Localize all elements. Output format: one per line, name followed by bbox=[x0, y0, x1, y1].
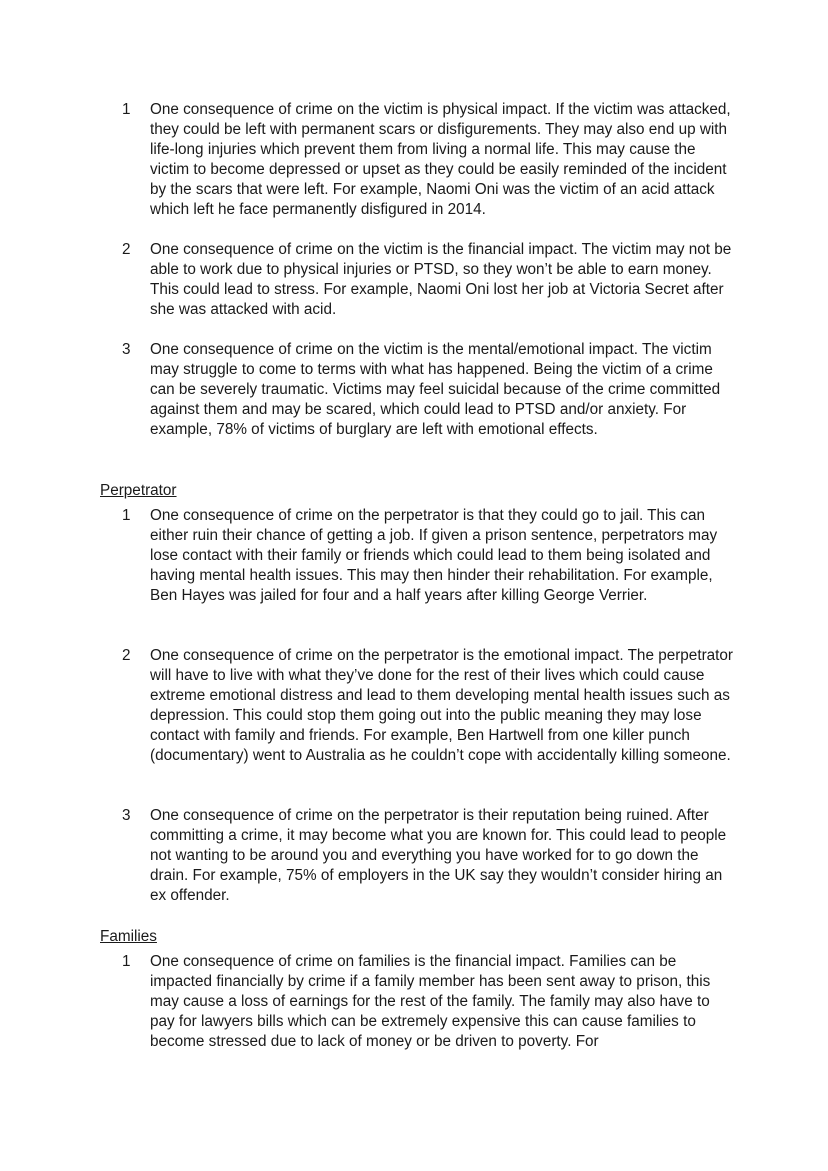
families-heading: Families bbox=[100, 928, 157, 945]
list-number: 3 bbox=[122, 807, 131, 824]
paragraph-text: One consequence of crime on the perpetrator is that they could go to jail. This can either ruin their chance of getting a job. If given a prison sentence, perpetrators may lose contact with their family or friends which could lead to them being isolated and having mental health issues. This may then hinder their rehabilitation. For example, Ben Hayes was jailed for four and a half years after killing George Verrier. bbox=[150, 507, 718, 604]
paragraph-text: One consequence of crime on the perpetrator is the emotional impact. The perpetrator will have to live with what they’ve done for the rest of their lives which could cause extreme emotional distress and lead to them developing mental health issues such as depression. This could stop them going out into the public meaning they may lose contact with family and friends. For example, Ben Hartwell from one killer punch (documentary) went to Australia as he couldn’t cope with accidentally killing someone. bbox=[150, 647, 734, 764]
paragraph-text: One consequence of crime on the victim is the financial impact. The victim may not be able to work due to physical injuries or PTSD, so they won’t be able to earn money. This could lead to stress. For example, Naomi Oni lost her job at Victoria Secret after she was attacked with acid. bbox=[150, 241, 732, 318]
list-number: 1 bbox=[122, 101, 131, 118]
list-number: 1 bbox=[122, 953, 131, 970]
paragraph-text: One consequence of crime on the victim is physical impact. If the victim was attacked, they could be left with permanent scars or disfigurements. They may also end up with life-long injuries which prevent them from living a normal life. This may cause the victim to become depressed or upset as they could be easily reminded of the incident by the scars that were left. For example, Naomi Oni was the victim of an acid attack which left he face permanently disfigured in 2014. bbox=[150, 101, 731, 218]
paragraph-text: One consequence of crime on the perpetrator is their reputation being ruined. After committing a crime, it may become what you are known for. This could lead to people not wanting to be around you and everything you have worked for to go down the drain. For example, 75% of employers in the UK say they wouldn’t consider hiring an ex offender. bbox=[150, 807, 727, 904]
paragraph-text: One consequence of crime on the victim is the mental/emotional impact. The victim may struggle to come to terms with what has happened. Being the victim of a crime can be severely traumatic. Victims may feel suicidal because of the crime committed against them and may be scared, which could lead to PTSD and/or anxiety. For example, 78% of victims of burglary are left with emotional effects. bbox=[150, 341, 721, 438]
paragraph-text: One consequence of crime on families is the financial impact. Families can be impacted financially by crime if a family member has been sent away to prison, this may cause a loss of earnings for the rest of the family. The family may also have to pay for lawyers bills which can be extremely expensive this can cause families to become stressed due to lack of money or be driven to poverty. For bbox=[150, 953, 711, 1050]
list-number: 2 bbox=[122, 241, 131, 258]
list-number: 2 bbox=[122, 647, 131, 664]
list-number: 3 bbox=[122, 341, 131, 358]
list-number: 1 bbox=[122, 507, 131, 524]
perpetrator-heading: Perpetrator bbox=[100, 482, 177, 499]
